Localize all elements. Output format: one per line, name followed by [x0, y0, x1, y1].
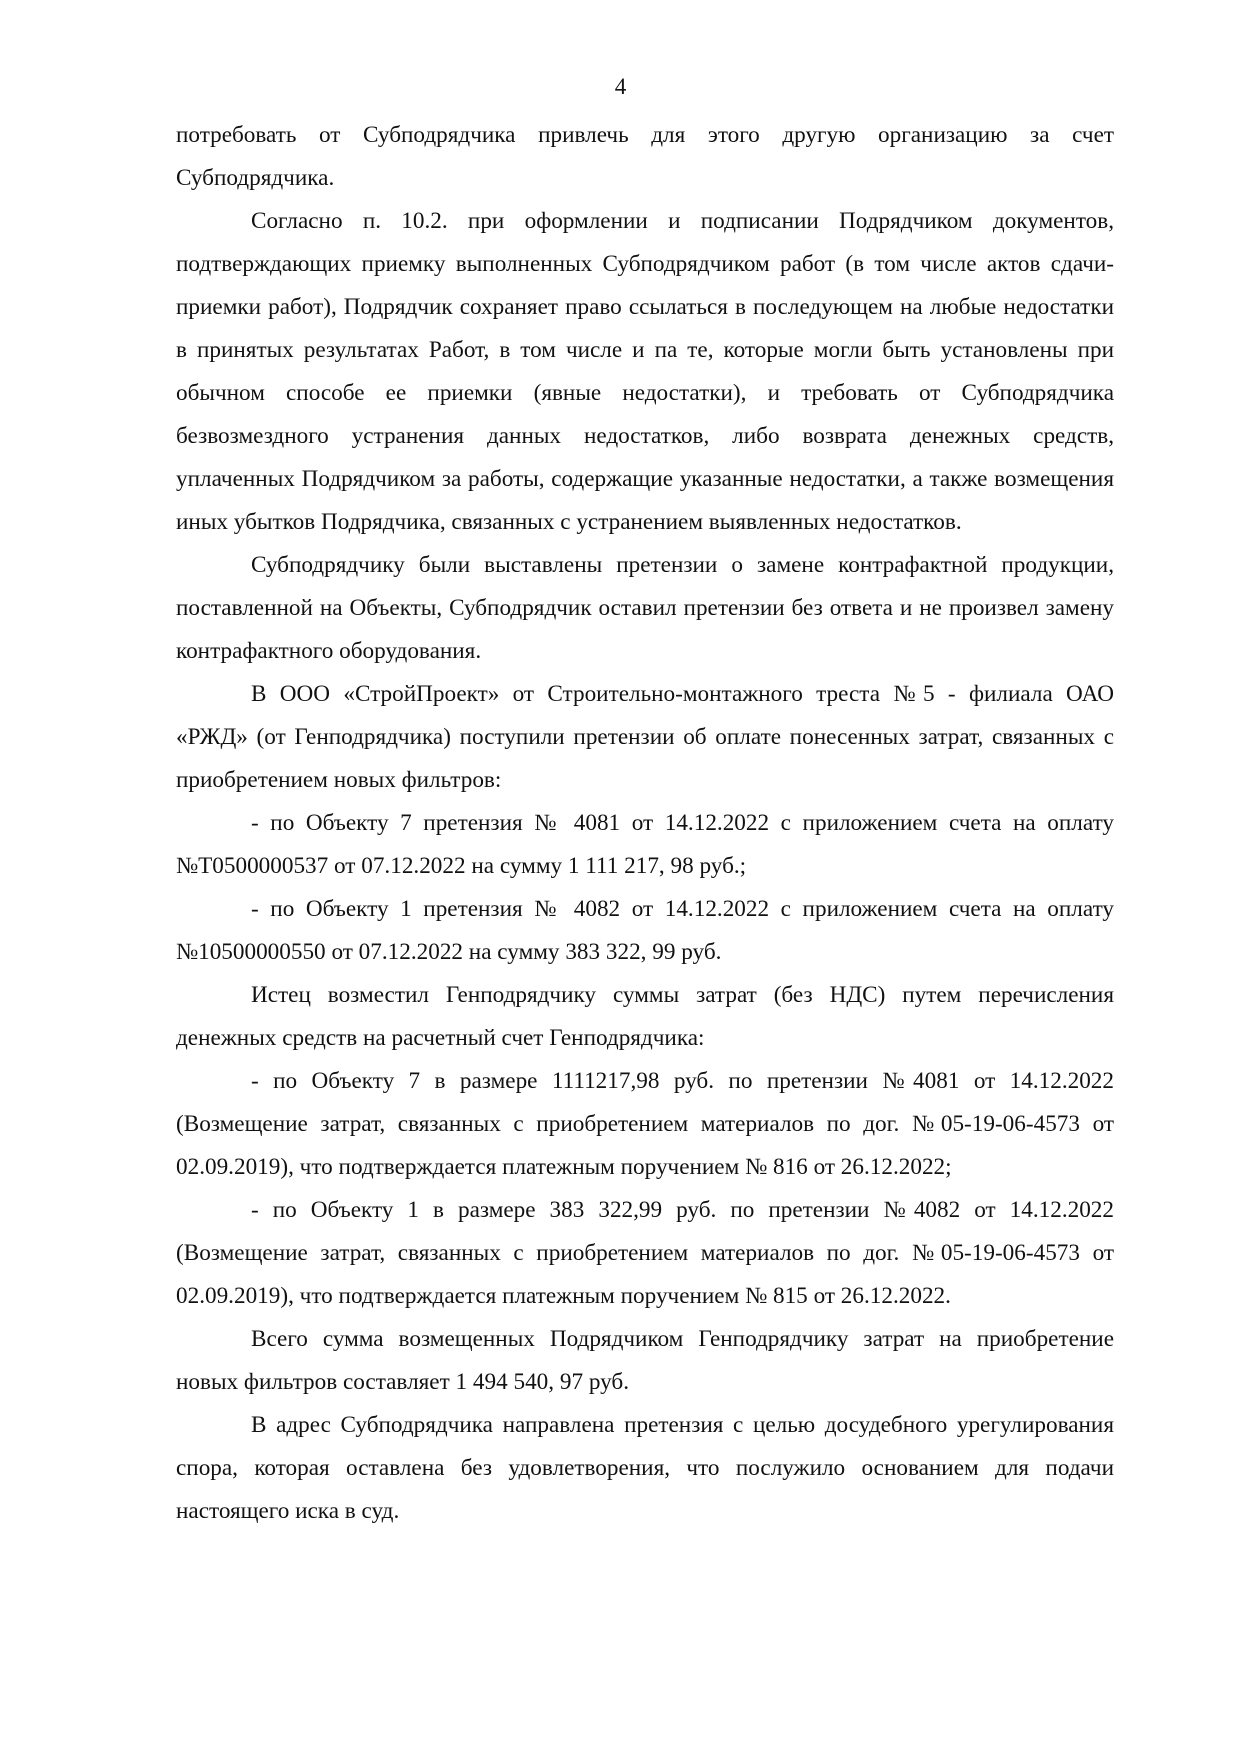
paragraph-total-sum: Всего сумма возмещенных Подрядчиком Генподрядчику затрат на приобретение новых фильтров составляет 1 494 540, 97 руб.	[176, 1326, 1114, 1395]
paragraph-claim-object-1: - по Объекту 1 претензия № 4082 от 14.12.2022 с приложением счета на оплату №10500000550 от 07.12.2022 на сумму 383 322, 99 руб.	[176, 896, 1114, 965]
page-number: 4	[614, 74, 627, 99]
paragraph-claims-counterfeit: Субподрядчику были выставлены претензии о замене контрафактной продукции, поставленной на Объекты, Субподрядчик оставил претензии без ответа и не произвел замену контрафактного оборудования.	[176, 552, 1114, 664]
paragraph-pretrial-claim: В адрес Субподрядчика направлена претензия с целью досудебного урегулирования спора, которая оставлена без удовлетворения, что послужило основанием для подачи настоящего иска в суд.	[176, 1412, 1114, 1524]
paragraph-reimbursement-intro: Истец возместил Генподрядчику суммы затрат (без НДС) путем перечисления денежных средств на расчетный счет Генподрядчика:	[176, 982, 1114, 1051]
paragraph-continuation: потребовать от Субподрядчика привлечь для этого другую организацию за счет Субподрядчика.	[176, 122, 1114, 191]
paragraph-general-contractor-claims: В ООО «СтройПроект» от Строительно-монтажного треста №5 - филиала ОАО «РЖД» (от Генподрядчика) поступили претензии об оплате понесенных затрат, связанных с приобретением новых фильтров:	[176, 681, 1114, 793]
paragraph-clause-10-2: Согласно п. 10.2. при оформлении и подписании Подрядчиком документов, подтверждающих приемку выполненных Субподрядчиком работ (в том числе актов сдачи-приемки работ), Подрядчик сохраняет право ссылаться в последующем на любые недостатки в принятых результатах Работ, в том числе и па те, которые могли быть установлены при обычном способе ее приемки (явные недостатки), и требовать от Субподрядчика безвозмездного устранения данных недостатков, либо возврата денежных средств, уплаченных Подрядчиком за работы, содержащие указанные недостатки, а также возмещения иных убытков Подрядчика, связанных с устранением выявленных недостатков.	[176, 208, 1114, 535]
document-body	[176, 114, 1114, 1533]
paragraph-claim-object-7: - по Объекту 7 претензия № 4081 от 14.12.2022 с приложением счета на оплату №Т0500000537 от 07.12.2022 на сумму 1 111 217, 98 руб.;	[176, 810, 1114, 879]
paragraph-payment-object-7: - по Объекту 7 в размере 1111217,98 руб. по претензии №4081 от 14.12.2022 (Возмещение затрат, связанных с приобретением материалов по дог. №05-19-06-4573 от 02.09.2019), что подтверждается платежным поручением № 816 от 26.12.2022;	[176, 1068, 1114, 1180]
paragraph-payment-object-1: - по Объекту 1 в размере 383 322,99 руб. по претензии №4082 от 14.12.2022 (Возмещение затрат, связанных с приобретением материалов по дог. №05-19-06-4573 от 02.09.2019), что подтверждается платежным поручением № 815 от 26.12.2022.	[176, 1197, 1114, 1309]
